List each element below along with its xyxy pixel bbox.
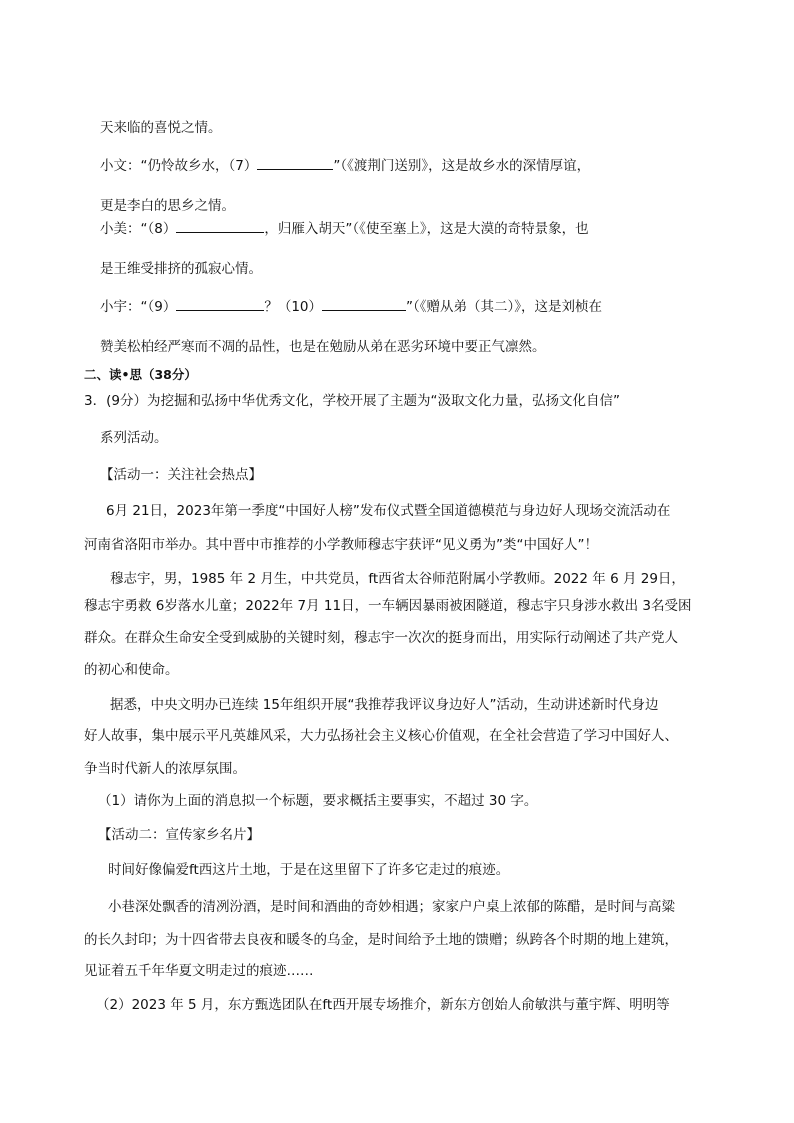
section-heading: 二、读•思（38分） (84, 367, 197, 382)
activity-2-p2-line-2: 的长久封印；为十四省带去良夜和暖冬的乌金，是时间给予土地的馈赠；纵跨各个时期的地上建筑， (84, 932, 678, 948)
activity-2-p2-line-1: 小巷深处飘香的清冽汾酒，是时间和酒曲的奇妙相遇；家家户户桌上浓郁的陈醋，是时间与高粱 (108, 899, 675, 915)
xiaoyu-middle: ？（10） (264, 299, 323, 315)
poem-line-xiaomei (100, 219, 589, 238)
activity-1-p2-line-2: 穆志宇勇救 6岁落水儿童；2022年 7月 11日，一车辆因暴雨被困隧道，穆志宇只身涉水救出 3名受困 (84, 598, 692, 614)
activity-1-title: 【活动一：关注社会热点】 (100, 467, 262, 483)
question-3-1: （1）请你为上面的消息拟一个标题，要求概括主要事实，不超过 30 字。 (98, 793, 538, 809)
answer-blank-9[interactable] (176, 297, 264, 311)
xiaowen-suffix: ”（《渡荆门送别》，这是故乡水的深情厚谊， (333, 158, 591, 174)
xiaoyu-prefix: 小宇：“（9） (100, 299, 177, 315)
answer-blank-8[interactable] (176, 219, 264, 233)
xiaomei-suffix: ，归雁入胡天”（《使至塞上》，这是大漠的奇特景象，也 (264, 221, 589, 237)
answer-blank-7[interactable] (257, 156, 333, 170)
activity-1-p3-line-1: 据悉，中央文明办已连续 15年组织开展“我推荐我评议身边好人”活动，生动讲述新时代身边 (110, 697, 659, 713)
answer-blank-10[interactable] (322, 297, 406, 311)
activity-1-p2-line-3: 群众。在群众生命安全受到威胁的关键时刻，穆志宇一次次的挺身而出，用实际行动阐述了共产党人 (84, 630, 678, 646)
activity-2-title: 【活动二：宣传家乡名片】 (98, 827, 260, 843)
poem-line-xiaoyu (100, 297, 602, 316)
xiaomei-prefix: 小美：“（8） (100, 221, 177, 237)
question-3-line-1: 3．(9分）为挖掘和弘扬中华优秀文化，学校开展了主题为“汲取文化力量，弘扬文化自信” (84, 393, 620, 409)
xiaowen-prefix: 小文：“仍怜故乡水，（7） (100, 158, 258, 174)
activity-1-p2-line-1: 穆志宇，男，1985 年 2 月生，中共党员，ft西省太谷师范附属小学教师。2022 年 6 月 29日， (110, 571, 685, 587)
poem-line-5: 是王维受排挤的孤寂心情。 (100, 261, 262, 277)
activity-1-p1-line-2: 河南省洛阳市举办。其中晋中市推荐的小学教师穆志宇获评“见义勇为”类“中国好人”！ (84, 537, 598, 553)
activity-1-p3-line-2: 好人故事，集中展示平凡英雄风采，大力弘扬社会主义核心价值观，在全社会营造了学习中国好人、 (84, 728, 678, 744)
question-3-2: （2）2023 年 5 月，东方甄选团队在ft西开展专场推介，新东方创始人俞敏洪与董宇辉、明明等 (96, 997, 670, 1013)
activity-2-p2-line-3: 见证着五千年华夏文明走过的痕迹…… (84, 963, 314, 979)
activity-1-p1-line-1: 6月 21日，2023年第一季度“中国好人榜”发布仪式暨全国道德模范与身边好人现场交流活动在 (106, 503, 671, 519)
xiaoyu-suffix: ”（《赠从弟（其二）》，这是刘桢在 (406, 299, 603, 315)
activity-1-p3-line-3: 争当时代新人的浓厚氛围。 (84, 761, 246, 777)
activity-1-p2-line-4: 的初心和使命。 (84, 662, 179, 678)
poem-line-3: 更是李白的思乡之情。 (100, 198, 235, 214)
poem-line-xiaowen (100, 156, 590, 175)
activity-2-p1: 时间好像偏爱ft西这片土地，于是在这里留下了许多它走过的痕迹。 (108, 862, 510, 878)
poem-line-7: 赞美松柏经严寒而不凋的品性，也是在勉励从弟在恶劣环境中要正气凛然。 (100, 339, 546, 355)
question-3-line-2: 系列活动。 (100, 430, 168, 446)
poem-line-1: 天来临的喜悦之情。 (100, 120, 222, 136)
